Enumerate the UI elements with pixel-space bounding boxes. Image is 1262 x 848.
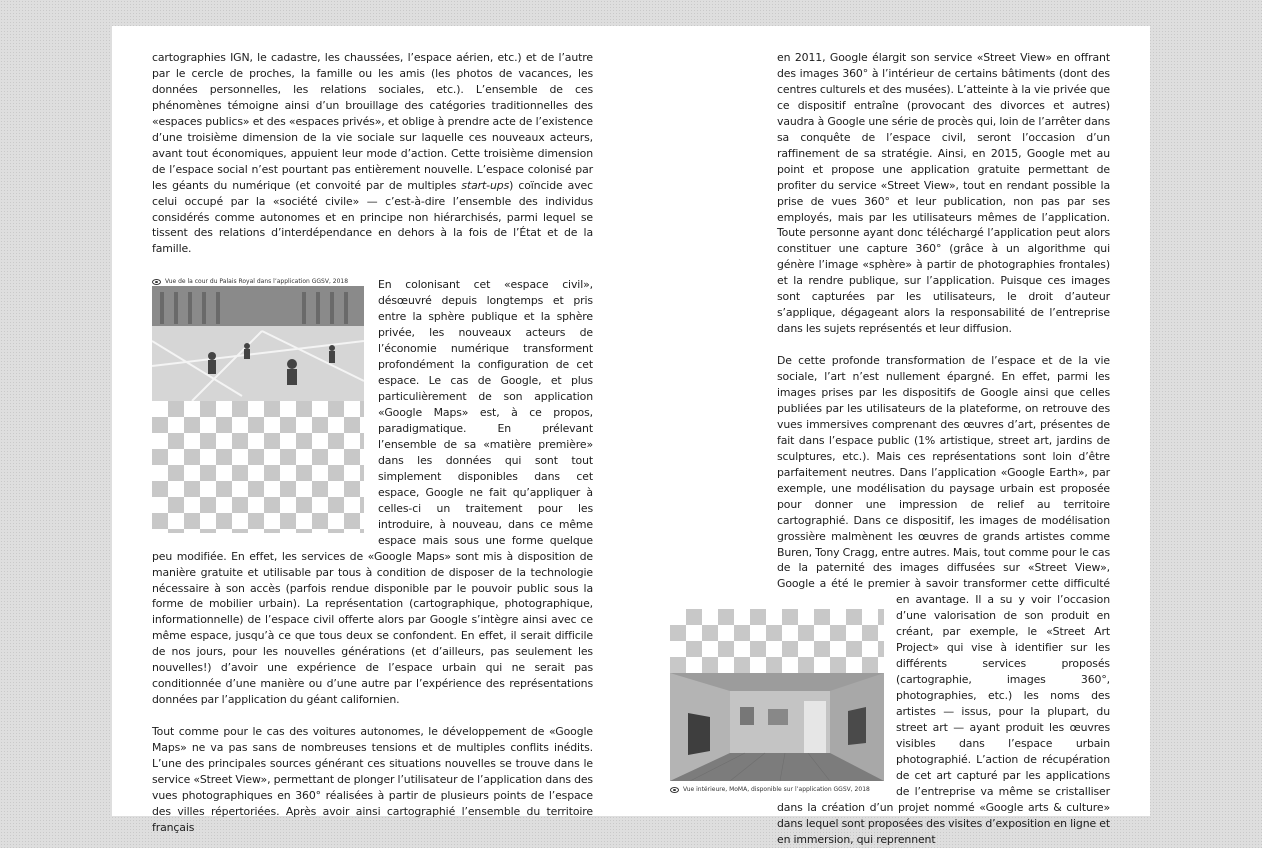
figure-palais-royal <box>152 277 364 533</box>
figure-caption <box>670 785 884 794</box>
figure-caption-text: Vue de la cour du Palais Royal dans l’application GGSV, 2018 <box>165 278 349 286</box>
italic-term: start-ups <box>461 178 510 192</box>
left-paragraph-2: En colonisant cet «espace civil», désœuvré depuis longtemps et pris entre la sphère publique et la sphère privée, les nouveaux acteurs de l’économie numérique transforment profondément la configuration de cet espace. Le cas de Google, et plus particulièrement de son application «Google Maps» est, à ce propos, paradigmatique. En prélevant l’ensemble de sa «matière première» dans les données qui sont tout simplement disponibles dans cet espace, Google ne fait qu’appliquer à celles-ci un traitement pour les introduire, à nouveau, dans ce même espace mais sous une forme quelque peu modifiée. En effet, les services de «Google Maps» sont mis à disposition de manière gratuite et utilisable par tous à condition de disposer de la technologie nécessaire à son accès (parfois rendue disponible par le pouvoir public sous la forme de mobilier urbain). La représentation (cartographique, photographique, informationnelle) de l’espace civil offerte alors par Google s’intègre ainsi avec ce même espace, jusqu’à ce que tous deux se confondent. En effet, il serait difficile de nos jours, pour les nouvelles générations (et d’ailleurs, pas seulement les nouvelles!) d’avoir une expérience de l’espace urbain qui ne serait pas conditionnée d’une manière ou d’une autre par l’expérience des représentations données par l’application du géant californien. <box>152 278 593 707</box>
left-page-column <box>152 50 593 836</box>
image-placeholder-checker <box>152 401 364 533</box>
figure-caption-text: Vue intérieure, MoMA, disponible sur l’application GGSV, 2018 <box>683 786 870 794</box>
courtyard-photo <box>152 286 364 401</box>
left-paragraph-3: Tout comme pour le cas des voitures autonomes, le développement de «Google Maps» ne va pas sans de nombreuses tensions et de multiples conflits inédits. L’une des principales sources générant ces situations nouvelles se trouve dans le service «Street View», permettant de plonger l’utilisateur de l’application dans des vues photographiques en 360° réalisées à partir de plusieurs points de l’espace des villes répertoriées. Après avoir ainsi cartographié l’ensemble du territoire français <box>152 725 593 834</box>
figure-caption <box>152 277 364 286</box>
left-paragraph-1-text: cartographies IGN, le cadastre, les chaussées, l’espace aérien, etc.) et de l’autre par le cercle de proches, la famille ou les amis (les photos de vacances, les données personnelles, les relations sociales, etc.). L’ensemble de ces phénomènes témoigne ainsi d’un brouillage des catégories traditionnelles des «espaces publics» et des «espaces privés», et oblige à prendre acte de l’existence d’une troisième dimension de la vie sociale sur laquelle ces nouveaux acteurs, avant tout économiques, appuient leur mode d’action. Cette troisième dimension de l’espace social n’est pourtant pas entièrement nouvelle. L’espace colonisé par les géants du numérique (et convoité par de multiples <box>152 51 593 192</box>
eye-icon <box>670 787 679 793</box>
figure-moma <box>670 609 884 794</box>
book-spread <box>112 26 1150 846</box>
museum-interior-photo <box>670 673 884 781</box>
left-paragraph-1 <box>152 50 593 257</box>
right-paragraph-2 <box>683 353 1110 848</box>
right-paragraph-2-wrapper <box>683 353 1110 848</box>
image-placeholder-checker <box>670 609 884 673</box>
right-paragraph-2-text: De cette profonde transformation de l’espace et de la vie sociale, l’art n’est nullement épargné. En effet, parmi les images prises par les dispositifs de Google ainsi que celles publiées par les utilisateurs de la plateforme, on retrouve des vues immersives comprenant des œuvres d’art, présentes de fait dans l’espace public (1% artistique, street art, jardins de sculptures, etc.). Mais ces représentations sont loin d’être parfaitement neutres. Dans l’application «Google Earth», par exemple, une modélisation du paysage urbain est proposée pour donner une impression de relief au territoire cartographié. Dans ce dispositif, les images de modélisation grossière malmènent les œuvres de grands artistes comme Buren, Tony Cragg, entre autres. Mais, tout comme pour le cas de la paternité des images diffusées sur «Street View», Google a été le premier à savoir transformer cette difficulté en avantage. Il a su y voir l’occasion d’une valorisation de son produit en créant, par exemple, le «Street Art Project» qui vise à identifier sur les différents services proposés (cartographie, images 360°, photographies, etc.) les noms des artistes — issus, pour la plupart, du street art — ayant produit les œuvres visibles dans l’espace urbain photographié. L’action de récupération de cet art capturé par les applications de l’entreprise va même se cristalliser dans la création d’un projet nommé «Google arts & culture» dans lequel sont proposées des visites d’exposition en ligne et en immersion, qui reprennent <box>777 354 1110 846</box>
left-paragraph-1-end: ) coïncide avec celui occupé par la «société civile» — c’est-à-dire l’ensemble des individus considérés comme autonomes et en principe non hiérarchisés, parmi lequel se tissent des relations d’interdépendance en dehors à la fois de l’État et de la famille. <box>152 178 593 256</box>
right-paragraph-1: en 2011, Google élargit son service «Street View» en offrant des images 360° à l’intérieur de certains bâtiments (dont des centres culturels et des musées). L’atteinte à la vie privée que ce dispositif entraîne (provocant des divorces et autres) vaudra à Google une série de procès qui, loin de l’arrêter dans sa conquête de l’espace civil, seront l’occasion d’un raffinement de sa stratégie. Ainsi, en 2015, Google met au point et propose une application gratuite permettant de profiter du service «Street View», tout en rendant possible la prise de vues 360° et leur publication, non pas par ses employés, mais par les utilisateurs mêmes de l’application. Toute personne ayant donc téléchargé l’application peut alors constituer une capture 360° (grâce à un algorithme qui génère l’image «sphère» à partir de photographies frontales) et la rendre publique, sur l’application. Puisque ces images sont capturées par les utilisateurs, le droit d’auteur s’applique, dégageant alors la responsabilité de l’entreprise dans les sujets représentés et leur diffusion. <box>777 51 1110 336</box>
right-page-column <box>683 50 1110 848</box>
eye-icon <box>152 279 161 285</box>
